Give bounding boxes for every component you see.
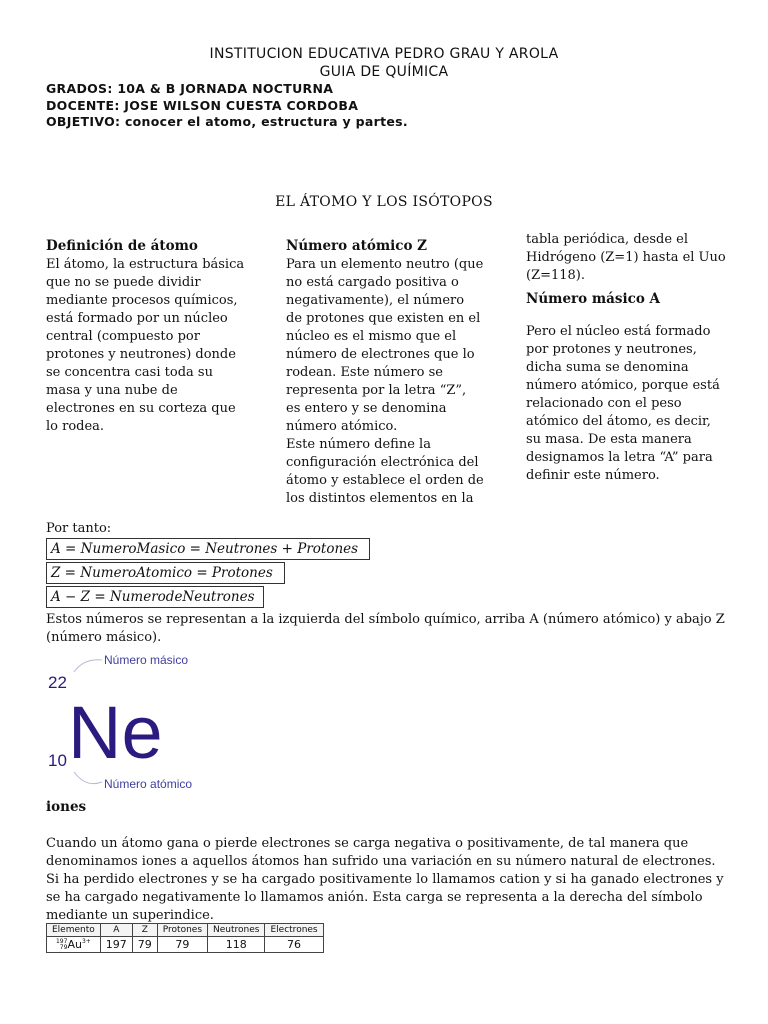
numero-masico-heading: Número másico A [526,291,661,307]
column-numero-atomico [286,236,484,508]
neon-notation-diagram [44,648,264,798]
ion-table-header-row [47,924,324,937]
formula-masico: A = NumeroMasico = Neutrones + Protones [46,538,370,560]
col-header-neutrones: Neutrones [208,924,265,937]
formula-neutrones: A − Z = NumerodeNeutrones [46,586,264,608]
mass-number-label: Número másico [104,653,189,667]
column-numero-masico [526,231,726,485]
atomic-number-label: Número atómico [104,777,193,791]
numero-masico-body: Pero el núcleo está formado por protones y neutrones, dicha suma se denomina número atómico, porque está relacionado con el peso atómico del átomo, es decir, su masa. De esta manera designamos la letra “A” para definir este número. [526,324,720,483]
column-definicion [46,236,246,436]
col-header-a: A [100,924,132,937]
cell-electrones: 76 [265,937,323,953]
element-atomic-sub: 79 [59,943,68,951]
cell-neutrones: 118 [208,937,265,953]
element-mass-sup: 197 [55,937,68,945]
mass-pointer-line [74,660,102,672]
col-header-z: Z [132,924,157,937]
element-charge: 3+ [81,938,91,945]
element-symbol-au: Au [67,938,82,951]
page-title: EL ÁTOMO Y LOS ISÓTOPOS [275,194,493,210]
col-header-protones: Protones [157,924,207,937]
col-header-electrones: Electrones [265,924,323,937]
cell-protones: 79 [157,937,207,953]
mass-number-value: 22 [48,673,67,692]
table-row [47,937,324,953]
atomic-number-value: 10 [48,751,67,770]
col-header-elemento: Elemento [47,924,101,937]
numero-atomico-heading: Número atómico Z [286,238,428,254]
objetivo-line: OBJETIVO: conocer el atomo, estructura y partes. [46,114,408,129]
cell-z: 79 [132,937,157,953]
docente-line: DOCENTE: JOSE WILSON CUESTA CORDOBA [46,98,359,113]
ion-table [46,923,324,953]
neon-diagram-svg [44,648,264,798]
subject-title: GUIA DE QUÍMICA [319,64,449,80]
grados-line: GRADOS: 10A & B JORNADA NOCTURNA [46,81,334,96]
representation-text: Estos números se representan a la izquierda del símbolo químico, arriba A (número atómico) y abajo Z (número másico). [46,612,725,645]
iones-heading: iones [46,799,87,815]
definicion-heading: Definición de átomo [46,238,198,254]
numero-atomico-body: Para un elemento neutro (que no está cargado positiva o negativamente), el número de protones que existen en el núcleo es el mismo que el número de electrones que lo rodean. Este número se representa por la letra “Z”, es entero y se denomina número atómico. [286,257,484,434]
numero-atomico-body-2: Este número define la configuración electrónica del átomo y establece el orden de los distintos elementos en la [286,437,484,506]
formula-atomico: Z = NumeroAtomico = Protones [46,562,285,584]
element-symbol: Ne [68,691,163,774]
cell-element [47,937,101,953]
school-name: INSTITUCION EDUCATIVA PEDRO GRAU Y AROLA [209,46,559,62]
definicion-body: El átomo, la estructura básica que no se puede dividir mediante procesos químicos, está formado por un núcleo central (compuesto por protones y neutrones) donde se concentra casi toda su masa y una nube de electrones en su corteza que lo rodea. [46,257,245,434]
cell-a: 197 [100,937,132,953]
iones-body: Cuando un átomo gana o pierde electrones se carga negativa o positivamente, de tal manera que denominamos iones a aquellos átomos han sufrido una variación en su número natural de electrones. Si ha perdido electrones y se ha cargado positivamente lo llamamos cation y si ha ganado electrones y se ha cargado negativamente lo llamamos anión. Esta carga se representa a la derecha del símbolo mediante un superindice. [46,836,724,923]
tabla-periodica-continuation: tabla periódica, desde el Hidrógeno (Z=1) hasta el Uuo (Z=118). [526,232,726,283]
por-tanto-label: Por tanto: [46,521,112,536]
